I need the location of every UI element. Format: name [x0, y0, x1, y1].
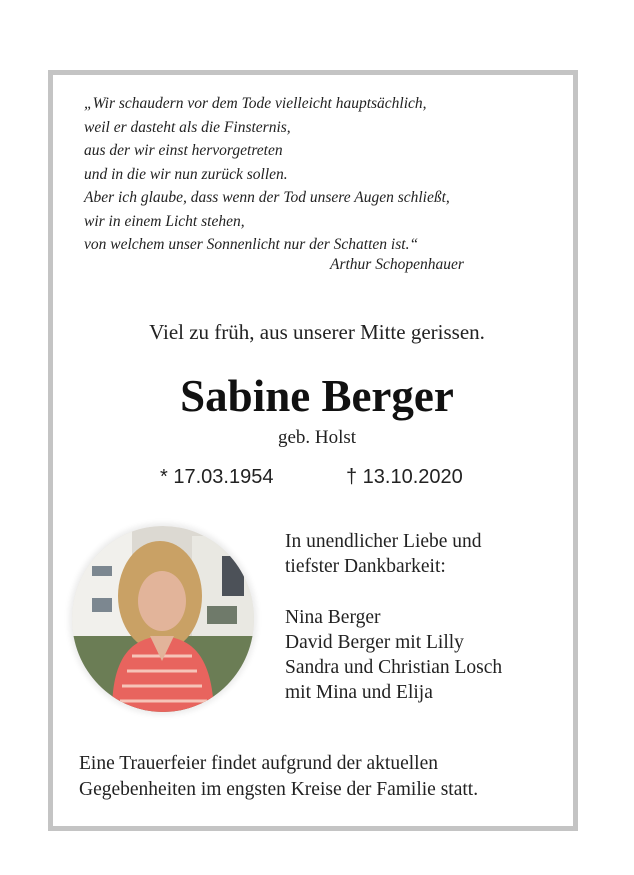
closing-line: Eine Trauerfeier findet aufgrund der aktuellen: [79, 753, 438, 774]
quote-author: Arthur Schopenhauer: [330, 256, 464, 273]
family-block: [285, 529, 502, 705]
quote-line: wir in einem Licht stehen,: [84, 212, 245, 230]
closing-notice: [79, 751, 478, 803]
quote: [84, 92, 484, 257]
intro-text: Viel zu früh, aus unserer Mitte gerissen.: [149, 320, 485, 344]
death-date: † 13.10.2020: [346, 466, 463, 488]
closing-line: Gegebenheiten im engsten Kreise der Familie statt.: [79, 779, 479, 800]
birth-date: * 17.03.1954: [160, 466, 274, 488]
quote-line: Aber ich glaube, dass wenn der Tod unsere Augen schließt,: [84, 189, 450, 206]
maiden-name: geb. Holst: [277, 427, 357, 448]
quote-line: „Wir schaudern vor dem Tode vielleicht hauptsächlich,: [84, 95, 427, 112]
family-member: Nina Berger: [285, 607, 381, 628]
quote-line: von welchem unser Sonnenlicht nur der Schatten ist.“: [84, 236, 419, 253]
family-member: Sandra und Christian Losch: [285, 657, 503, 678]
quote-line: aus der wir einst hervorgetreten: [84, 142, 283, 159]
dedication-line: In unendlicher Liebe und: [285, 531, 482, 552]
portrait-photo: [72, 526, 254, 712]
quote-line: weil er dasteht als die Finsternis,: [84, 118, 291, 136]
quote-line: und in die wir nun zurück sollen.: [84, 165, 288, 183]
dedication-line: tiefster Dankbarkeit:: [285, 556, 446, 577]
deceased-name: Sabine Berger: [180, 371, 454, 421]
family-member: David Berger mit Lilly: [285, 632, 464, 653]
family-member: mit Mina und Elija: [285, 682, 433, 703]
